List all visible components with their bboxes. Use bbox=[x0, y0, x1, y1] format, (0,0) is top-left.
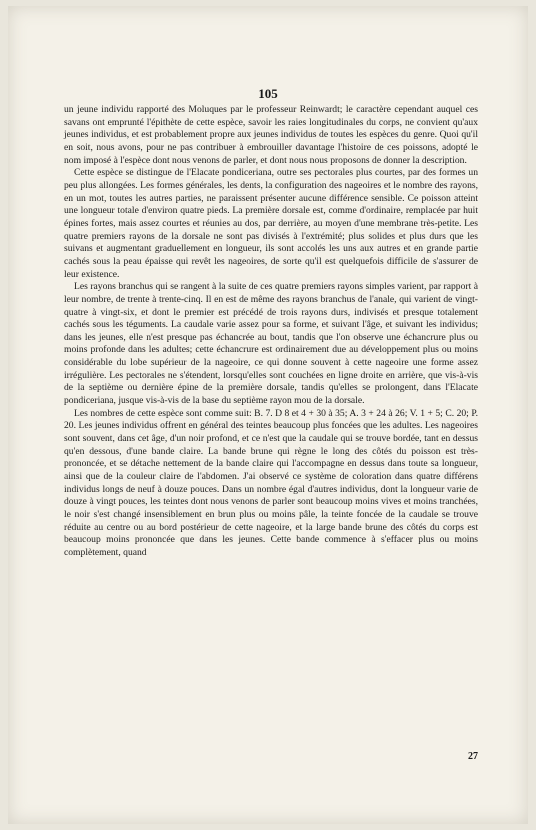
signature-mark: 27 bbox=[468, 751, 478, 762]
page-number: 105 bbox=[258, 86, 278, 101]
paragraph: Cette espèce se distingue de l'Elacate pondiceriana, outre ses pectorales plus courtes, par des formes un peu plus allongées. Les formes générales, les dents, la configuration des nageoires et le nombre des rayons, en un mot, toutes les autres parties, ne paraissent présenter aucune différence sensible. Ce poisson atteint une longueur totale d'environ quatre pieds. La première dorsale est, comme d'ordinaire, remplacée par huit épines fortes, mais assez courtes et réunies au dos, par derrière, au moyen d'une membrane très-petite. Les quatre premiers rayons de la dorsale ne sont pas divisés à l'extrémité; plus solides et plus durs que les suivans et augmentant graduellement en longueur, ils sont accolés les uns aux autres et en grande partie cachés sous la peau épaisse qui revêt les nageoires, de sorte qu'il est quelquefois difficile de s'assurer de leur existence. bbox=[64, 167, 478, 280]
paragraph: Les nombres de cette espèce sont comme suit: B. 7. D 8 et 4 + 30 à 35; A. 3 + 24 à 26; V. 1 + 5; C. 20; P. 20. Les jeunes individus offrent en général des teintes beaucoup plus foncées que les adultes. Les nageoires sont souvent, dans cet âge, d'un noir profond, et ce n'est que la caudale qui se trouve bordée, tant en dessus qu'en dessous, d'une bande claire. La bande brune qui règne le long des côtés du poisson est très-prononcée, et se détache nettement de la bande claire qui l'accompagne en dessus dans toute sa longueur, ainsi que de la couleur claire de l'abdomen. J'ai observé ce système de coloration dans quatre différens individus longs de neuf à douze pouces. Dans un nombre égal d'autres individus, dont la longueur varie de douze à vingt pouces, les teintes dont nous venons de parler sont beaucoup moins vives et moins tranchées, le noir s'est changé insensiblement en brun plus ou moins pâle, la teinte foncée de la caudale se trouve réduite au centre ou au bord postérieur de cette nageoire, et la large bande brune des côtés du corps est beaucoup moins prononcée que dans les jeunes. Cette bande commence à s'effacer plus ou moins complètement, quand bbox=[64, 407, 478, 558]
paragraph: un jeune individu rapporté des Moluques par le professeur Reinwardt; le caractère cependant auquel ces savans ont emprunté l'épithète de cette espèce, savoir les raies longitudinales du corps, ne convient qu'aux jeunes individus, et est probablement propre aux jeunes individus de toutes les espèces du genre. Quoi qu'il en soit, nous avons, pour ne pas contribuer à embrouiller davantage l'histoire de ces poissons, adopté le nom imposé à l'espèce dont nous venons de parler, et dont nous nous proposons de donner la description. bbox=[64, 104, 478, 166]
paragraph: Les rayons branchus qui se rangent à la suite de ces quatre premiers rayons simples varient, par rapport à leur nombre, de trente à trente-cinq. Il en est de même des rayons branchus de l'anale, qui varient de vingt-quatre à vingt-six, et dont le premier est précédé de trois rayons durs, indivisés et presque totalement cachés sous les téguments. La caudale varie assez pour sa forme, et suivant l'âge, et suivant les individus; dans les jeunes, elle n'est presque pas échancrée au bout, tandis que l'on observe une échancrure plus ou moins profonde dans les adultes; cette échancrure est ordinairement due au développement plus ou moins considérable du lobe supérieur de la nageoire, ce qui donne souvent à cette nageoire une forme assez irrégulière. Les pectorales ne s'étendent, lorsqu'elles sont couchées en ligne droite en arrière, que vis-à-vis de la septième ou dernière épine de la première dorsale, tandis qu'elles se prolongent, dans l'Elacate pondiceriana, jusque vis-à-vis de la base du septième rayon mou de la dorsale. bbox=[64, 281, 478, 407]
body-text bbox=[64, 104, 478, 560]
